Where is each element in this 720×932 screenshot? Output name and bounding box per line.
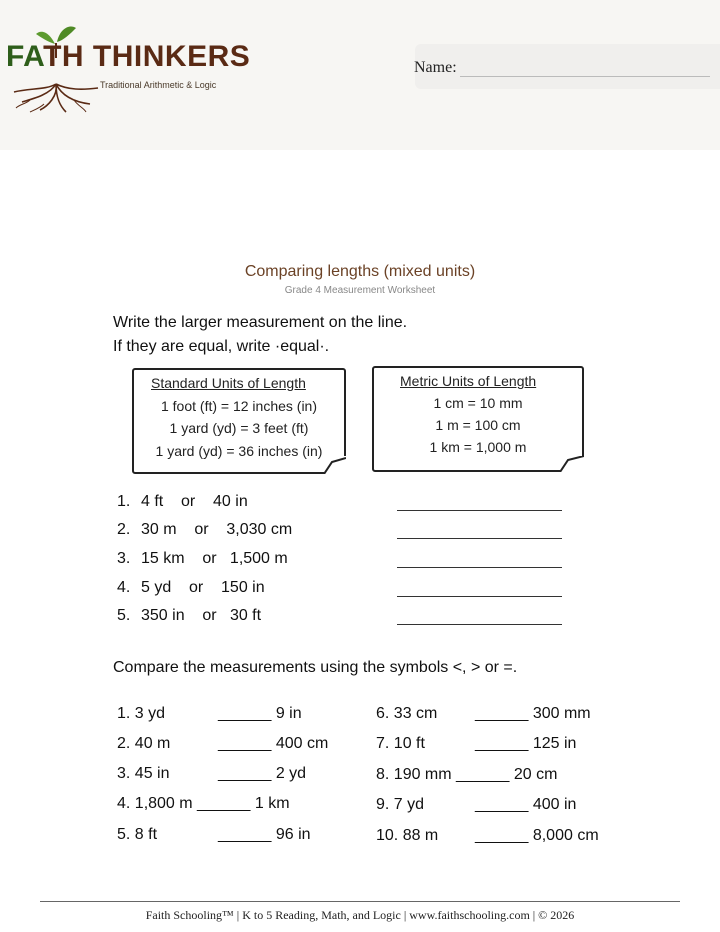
instruction-line-1: Write the larger measurement on the line. [113, 314, 408, 331]
compare-item: 1. 3 yd [117, 705, 166, 722]
standard-units-card [132, 368, 346, 474]
compare-item[interactable]: 4. 1,800 m ______ 1 km [117, 795, 290, 812]
standard-card-line: 1 yard (yd) = 3 feet (ft) [169, 420, 309, 436]
answer-line[interactable] [397, 510, 562, 511]
compare-blank[interactable]: ______ 96 in [218, 826, 311, 843]
question-text: 5 yd or 150 in [141, 579, 265, 596]
worksheet-subtitle: Grade 4 Measurement Worksheet [284, 285, 436, 296]
compare-item: 3. 45 in [117, 765, 170, 782]
name-field[interactable] [460, 76, 710, 77]
compare-item[interactable]: 8. 190 mm ______ 20 cm [376, 766, 558, 783]
standard-card-line: 1 foot (ft) = 12 inches (in) [160, 398, 318, 414]
compare-blank[interactable]: ______ 125 in [475, 735, 577, 752]
question-number: 1. [117, 493, 131, 510]
question-text: 350 in or 30 ft [141, 607, 262, 624]
question-text: 4 ft or 40 in [141, 493, 248, 510]
question-number: 3. [117, 550, 131, 567]
compare-item: 9. 7 yd [376, 796, 425, 813]
question-text: 30 m or 3,030 cm [141, 521, 293, 538]
compare-instruction: Compare the measurements using the symbols <, > or =. [113, 659, 518, 676]
compare-item: 5. 8 ft [117, 826, 158, 843]
compare-blank[interactable]: ______ 2 yd [218, 765, 307, 782]
compare-item: 10. 88 m [376, 827, 439, 844]
standard-card-line: 1 yard (yd) = 36 inches (in) [155, 443, 323, 459]
question-number: 5. [117, 607, 131, 624]
metric-card-line: 1 cm = 10 mm [433, 395, 523, 411]
brand-logo-text: FATH THINKERS [6, 40, 251, 73]
question-number: 2. [117, 521, 131, 538]
compare-item: 2. 40 m [117, 735, 171, 752]
standard-card-title: Standard Units of Length [151, 375, 306, 391]
compare-blank[interactable]: ______ 400 in [475, 796, 577, 813]
answer-line[interactable] [397, 538, 562, 539]
question-text: 15 km or 1,500 m [141, 550, 288, 567]
page-fold-icon [560, 456, 584, 472]
compare-item: 6. 33 cm [376, 705, 438, 722]
footer-divider [40, 901, 680, 902]
compare-blank[interactable]: ______ 9 in [218, 705, 302, 722]
brand-tagline: Traditional Arithmetic & Logic [100, 80, 217, 90]
worksheet-title: Comparing lengths (mixed units) [244, 263, 476, 280]
metric-units-card [372, 366, 584, 472]
compare-item: 7. 10 ft [376, 735, 425, 752]
page-fold-icon [324, 456, 346, 474]
compare-blank[interactable]: ______ 8,000 cm [475, 827, 599, 844]
compare-blank[interactable]: ______ 300 mm [475, 705, 591, 722]
metric-card-line: 1 km = 1,000 m [429, 439, 527, 455]
name-label: Name: [414, 59, 457, 76]
compare-blank[interactable]: ______ 400 cm [218, 735, 329, 752]
metric-card-line: 1 m = 100 cm [435, 417, 521, 433]
answer-line[interactable] [397, 624, 562, 625]
question-number: 4. [117, 579, 131, 596]
footer-text: Faith Schooling™ | K to 5 Reading, Math, and Logic | www.faithschooling.com | © 2026 [145, 908, 575, 922]
answer-line[interactable] [397, 596, 562, 597]
instruction-line-2: If they are equal, write ·equal·. [113, 338, 330, 355]
answer-line[interactable] [397, 567, 562, 568]
metric-card-title: Metric Units of Length [400, 373, 537, 389]
name-panel [415, 44, 720, 89]
